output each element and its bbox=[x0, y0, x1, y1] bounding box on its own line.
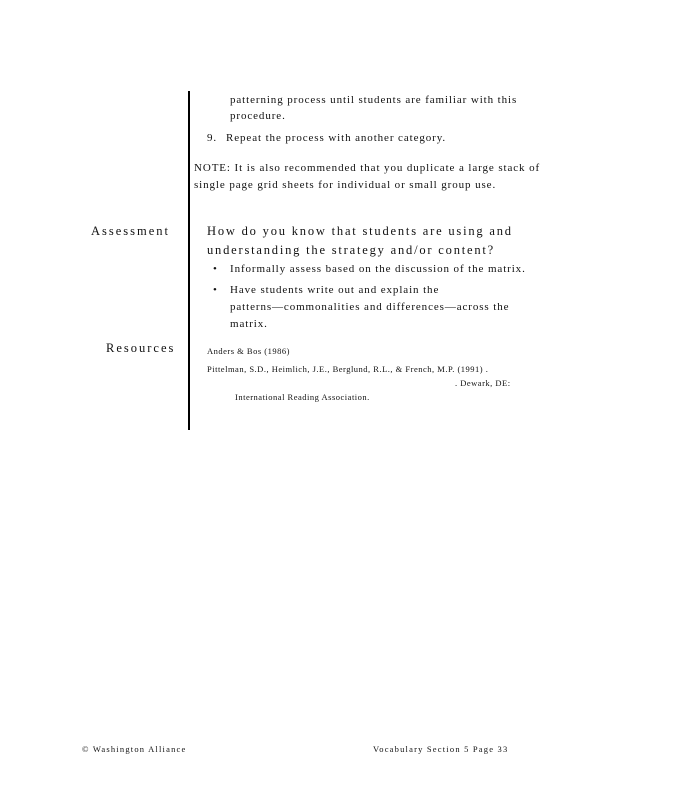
bullet-icon: • bbox=[213, 284, 217, 296]
continued-step-line-1: patterning process until students are familiar with this bbox=[230, 94, 518, 106]
assessment-question-line-1: How do you know that students are using and bbox=[207, 224, 513, 238]
assessment-bullet-2-line-3: matrix. bbox=[230, 318, 268, 330]
bullet-icon: • bbox=[213, 263, 217, 275]
footer-copyright: © Washington Alliance bbox=[82, 744, 187, 754]
note-line-2: single page grid sheets for individual or small group use. bbox=[194, 179, 497, 191]
assessment-bullet-2-line-1: Have students write out and explain the bbox=[230, 284, 440, 296]
assessment-question-line-2: understanding the strategy and/or content? bbox=[207, 243, 496, 257]
assessment-bullet-2-line-2: patterns—commonalities and differences—across the bbox=[230, 301, 510, 313]
step-9-text: Repeat the process with another category. bbox=[226, 132, 447, 144]
resource-reference-1: Anders & Bos (1986) bbox=[207, 346, 290, 356]
step-9-number: 9. bbox=[207, 132, 218, 144]
resource-reference-2-line-1: Pittelman, S.D., Heimlich, J.E., Berglund, R.L., & French, M.P. (1991) . bbox=[207, 364, 489, 374]
footer-page-info: Vocabulary Section 5 Page 33 bbox=[373, 744, 509, 754]
resource-reference-2-line-3: International Reading Association. bbox=[235, 392, 370, 402]
resources-label: Resources bbox=[106, 341, 176, 355]
assessment-label: Assessment bbox=[91, 224, 171, 238]
vertical-divider bbox=[188, 91, 190, 430]
note-line-1: NOTE: It is also recommended that you duplicate a large stack of bbox=[194, 162, 541, 174]
assessment-bullet-1-line-1: Informally assess based on the discussion of the matrix. bbox=[230, 263, 526, 275]
continued-step-line-2: procedure. bbox=[230, 110, 286, 122]
resource-reference-2-line-2: . Dewark, DE: bbox=[455, 378, 511, 388]
